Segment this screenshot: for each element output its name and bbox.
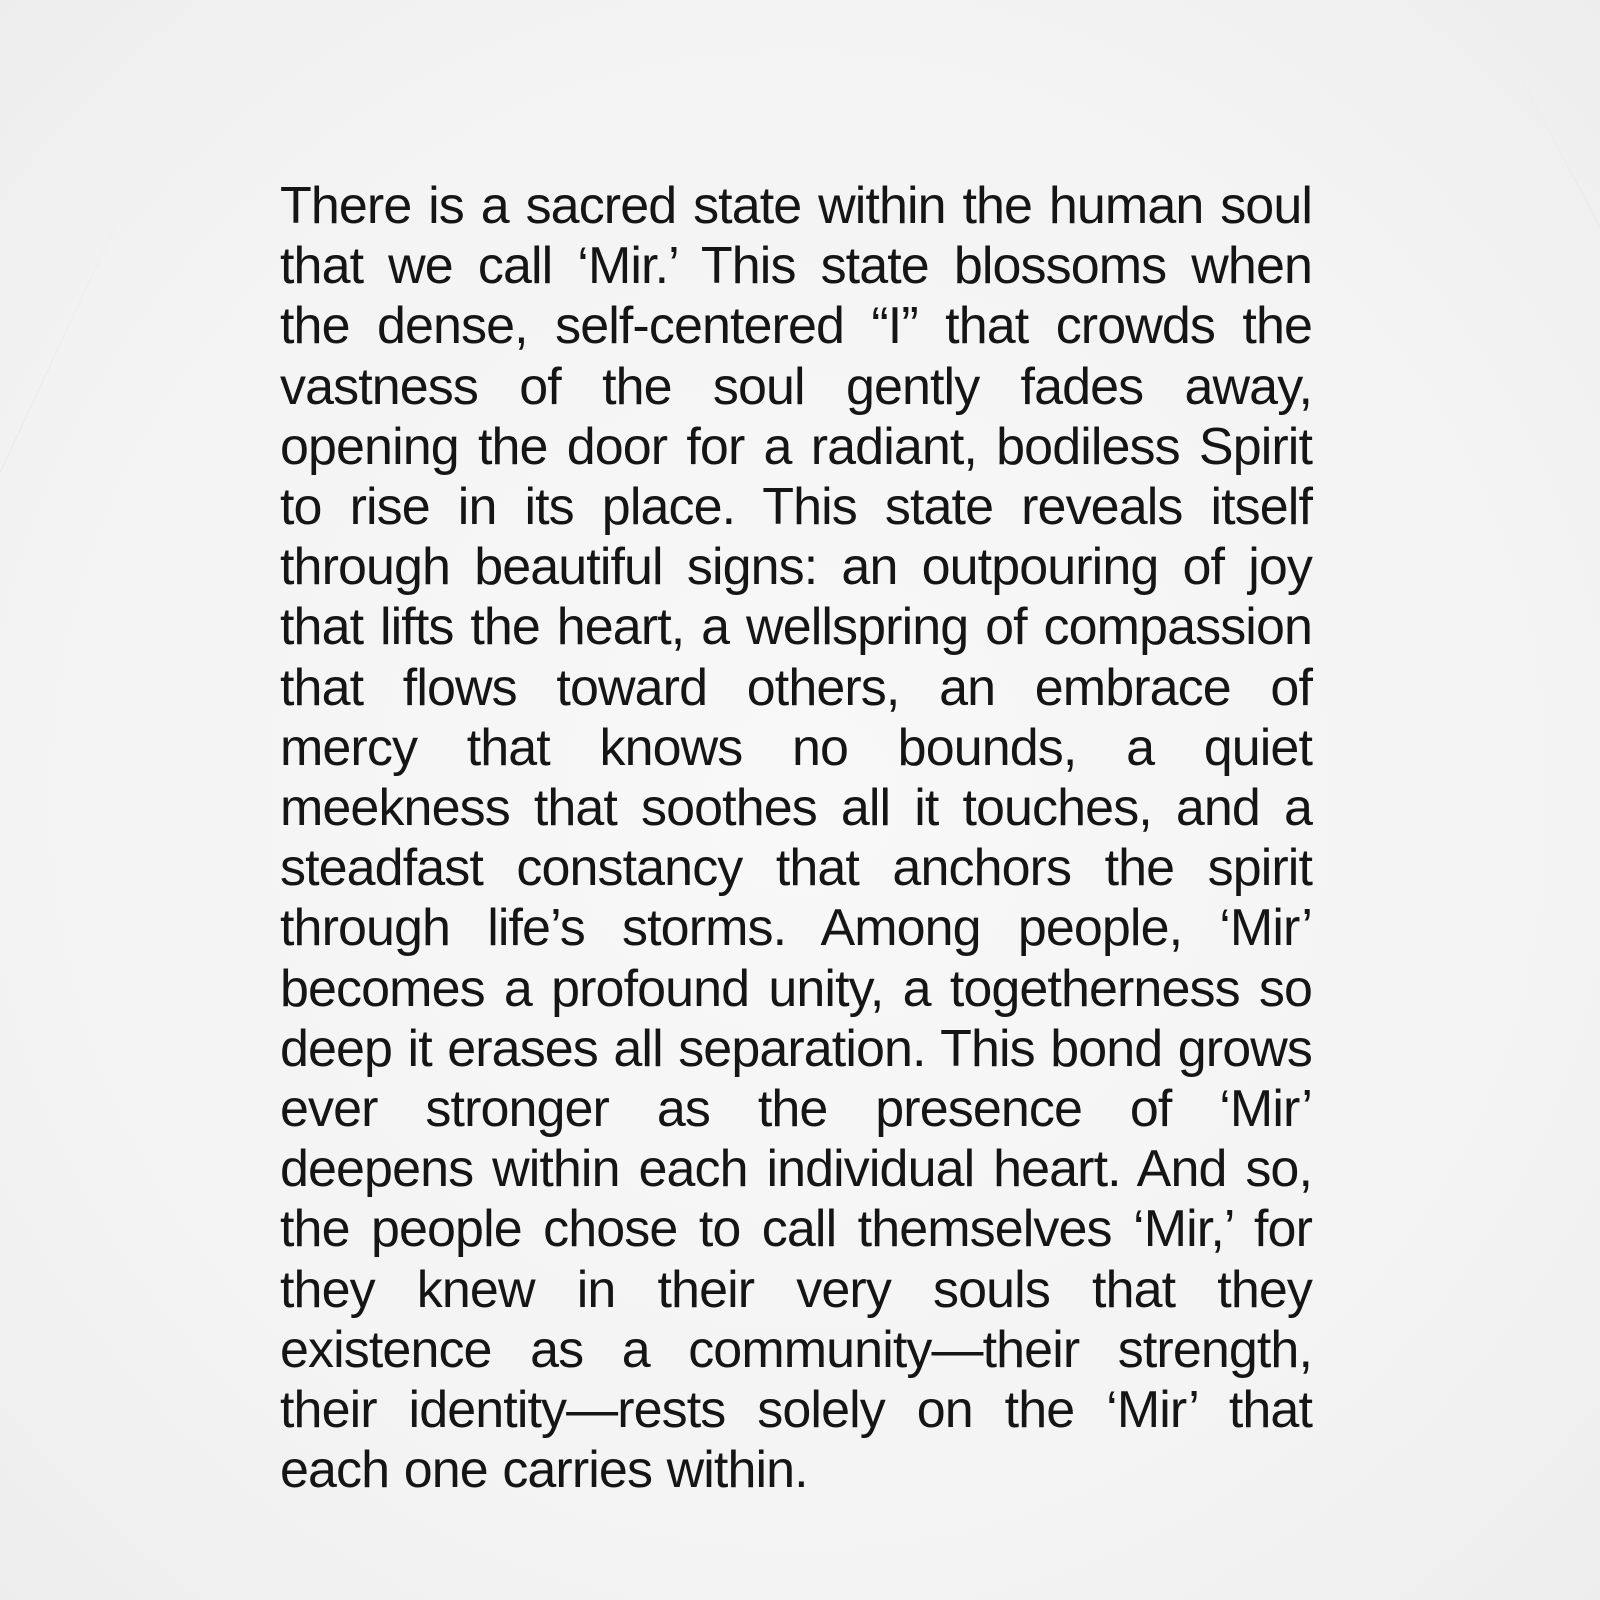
printed-paragraph: There is a sacred state within the human soul that we call ‘Mir.’ This state blossoms when the dense, self-centered “I” that crowds the vastness of the soul gently fades away, opening the door for a radiant, bodiless Spirit to rise in its place. This state reveals itself through beautiful signs: an outpouring of joy that lifts the heart, a wellspring of compassion that flows toward others, an embrace of mercy that knows no bounds, a quiet meekness that soothes all it touches, and a steadfast constancy that anchors the spirit through life’s storms. Among people, ‘Mir’ becomes a profound unity, a togetherness so deep it erases all separation. This bond grows ever stronger as the presence of ‘Mir’ deepens within each individual heart. And so, the people chose to call themselves ‘Mir,’ for they knew in their very souls that they existence as a community—their strength, their identity—rests solely on the ‘Mir’ that each one carries within. bbox=[280, 177, 1312, 1500]
printed-text-block bbox=[280, 176, 1312, 1500]
